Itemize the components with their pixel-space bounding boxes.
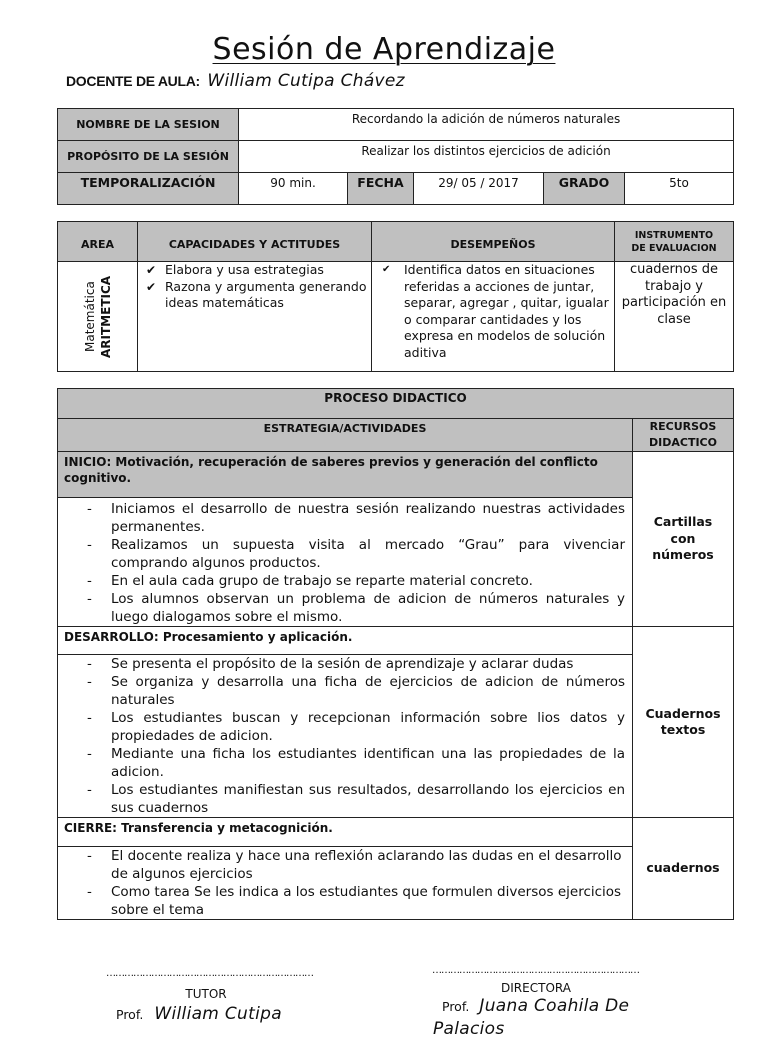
date-value: 29/ 05 / 2017: [414, 173, 544, 205]
session-purpose-label: PROPÓSITO DE LA SESIÓN: [58, 141, 239, 173]
list-item: ✔ Elabora y usa estrategias: [146, 262, 324, 277]
grade-value: 5to: [625, 173, 734, 205]
check-icon: ✔: [146, 263, 157, 277]
area-topic: ARITMETICA: [98, 275, 113, 358]
process-title: PROCESO DIDACTICO: [58, 389, 734, 419]
phase-cierre-title: CIERRE: Transferencia y metacognición.: [58, 818, 633, 847]
resources-header: RECURSOS DIDACTICO: [633, 419, 734, 452]
grade-label: GRADO: [544, 173, 625, 205]
director-prefix: Prof.: [442, 999, 470, 1014]
session-name-label: NOMBRE DE LA SESION: [58, 109, 239, 141]
list-item: - Mediante una ficha los estudiantes identifican una las propiedades de la adicion.: [87, 746, 625, 780]
phase-inicio-activities: [58, 498, 633, 627]
didactic-process-table: [57, 388, 734, 920]
instrument-header: INSTRUMENTO DE EVALUACION: [615, 222, 734, 262]
desarrollo-activity-list: [58, 655, 632, 817]
page-title: Sesión de Aprendizaje: [212, 32, 556, 67]
check-icon: ✔: [382, 264, 391, 275]
tutor-signature-line: ……………………………………………………………: [106, 968, 313, 979]
phase-inicio-title: INICIO: Motivación, recuperación de saberes previos y generación del conflicto cognitivo.: [58, 452, 633, 498]
list-item: - El docente realiza y hace una reflexión aclarando las dudas en el desarrollo de algunos ejercicios: [87, 848, 622, 882]
list-item: - Se organiza y desarrolla una ficha de ejercicios de adicion de números naturales: [87, 674, 625, 708]
list-item: - Iniciamos el desarrollo de nuestra sesión realizando nuestras actividades permanentes.: [87, 501, 625, 535]
area-header: AREA: [58, 222, 138, 262]
tutor-name-line: [116, 1004, 282, 1024]
teacher-name: William Cutipa Chávez: [207, 71, 405, 91]
phase-desarrollo-activities: [58, 655, 633, 818]
list-item: - Se presenta el propósito de la sesión de aprendizaje y aclarar dudas: [87, 656, 574, 672]
phase-cierre-activities: [58, 847, 633, 920]
capacities-header: CAPACIDADES Y ACTITUDES: [138, 222, 372, 262]
phase-inicio-resource: Cartillas con números: [633, 452, 734, 627]
performance-cell: [372, 262, 615, 372]
cierre-activity-list: [58, 847, 632, 919]
session-purpose-value: Realizar los distintos ejercicios de adición: [239, 141, 734, 173]
tutor-name: William Cutipa: [154, 1004, 282, 1024]
director-name: Juana Coahila De Palacios: [433, 996, 630, 1039]
time-label: TEMPORALIZACIÓN: [58, 173, 239, 205]
list-item: - Como tarea Se les indica a los estudiantes que formulen diversos ejercicios sobre el tema: [87, 884, 622, 918]
list-item: - Los estudiantes buscan y recepcionan información sobre lios datos y propiedades de adicion.: [87, 710, 625, 744]
area-subject: Matemática: [82, 281, 97, 352]
strategy-header: ESTRATEGIA/ACTIVIDADES: [58, 419, 633, 452]
session-name-value: Recordando la adición de números naturales: [239, 109, 734, 141]
competencies-table: [57, 221, 734, 372]
performance-list: [372, 262, 614, 361]
phase-cierre-resource: cuadernos: [633, 818, 734, 920]
director-signature-line: ……………………………………………………………: [432, 965, 639, 976]
capacities-list: [138, 262, 371, 312]
director-role: DIRECTORA: [501, 981, 571, 995]
area-vertical-text: [82, 265, 114, 369]
list-item: - Los alumnos observan un problema de adicion de números naturales y luego dialogamos sobre el mismo.: [87, 591, 625, 625]
check-icon: ✔: [146, 279, 157, 294]
list-item: ✔ Razona y argumenta generando ideas matemáticas: [146, 278, 367, 310]
session-info-table: [57, 108, 734, 205]
area-cell: [58, 262, 138, 372]
instrument-cell: cuadernos de trabajo y participación en clase: [615, 262, 734, 372]
performances-header: DESEMPEÑOS: [372, 222, 615, 262]
list-item: ✔ Identifica datos en situaciones referidas a acciones de juntar, separar, agregar , quitar, igualar o comparar cantidades y los expresa en modelos de solución aditiva: [382, 262, 609, 360]
teacher-line: [66, 71, 405, 91]
list-item: - En el aula cada grupo de trabajo se reparte material concreto.: [87, 573, 533, 589]
director-name-line: [433, 995, 663, 1040]
inicio-activity-list: [58, 500, 632, 626]
time-value: 90 min.: [239, 173, 348, 205]
tutor-role: TUTOR: [185, 987, 227, 1001]
tutor-prefix: Prof.: [116, 1007, 144, 1022]
date-label: FECHA: [348, 173, 414, 205]
list-item: - Los estudiantes manifiestan sus resultados, desarrollando los ejercicios en sus cuadernos: [87, 782, 625, 816]
phase-desarrollo-resource: Cuadernos textos: [633, 627, 734, 818]
capacities-cell: [138, 262, 372, 372]
phase-desarrollo-title: DESARROLLO: Procesamiento y aplicación.: [58, 627, 633, 655]
teacher-label: DOCENTE DE AULA:: [66, 73, 200, 89]
list-item: - Realizamos un supuesta visita al mercado “Grau” para vivenciar comprando algunos productos.: [87, 537, 625, 571]
